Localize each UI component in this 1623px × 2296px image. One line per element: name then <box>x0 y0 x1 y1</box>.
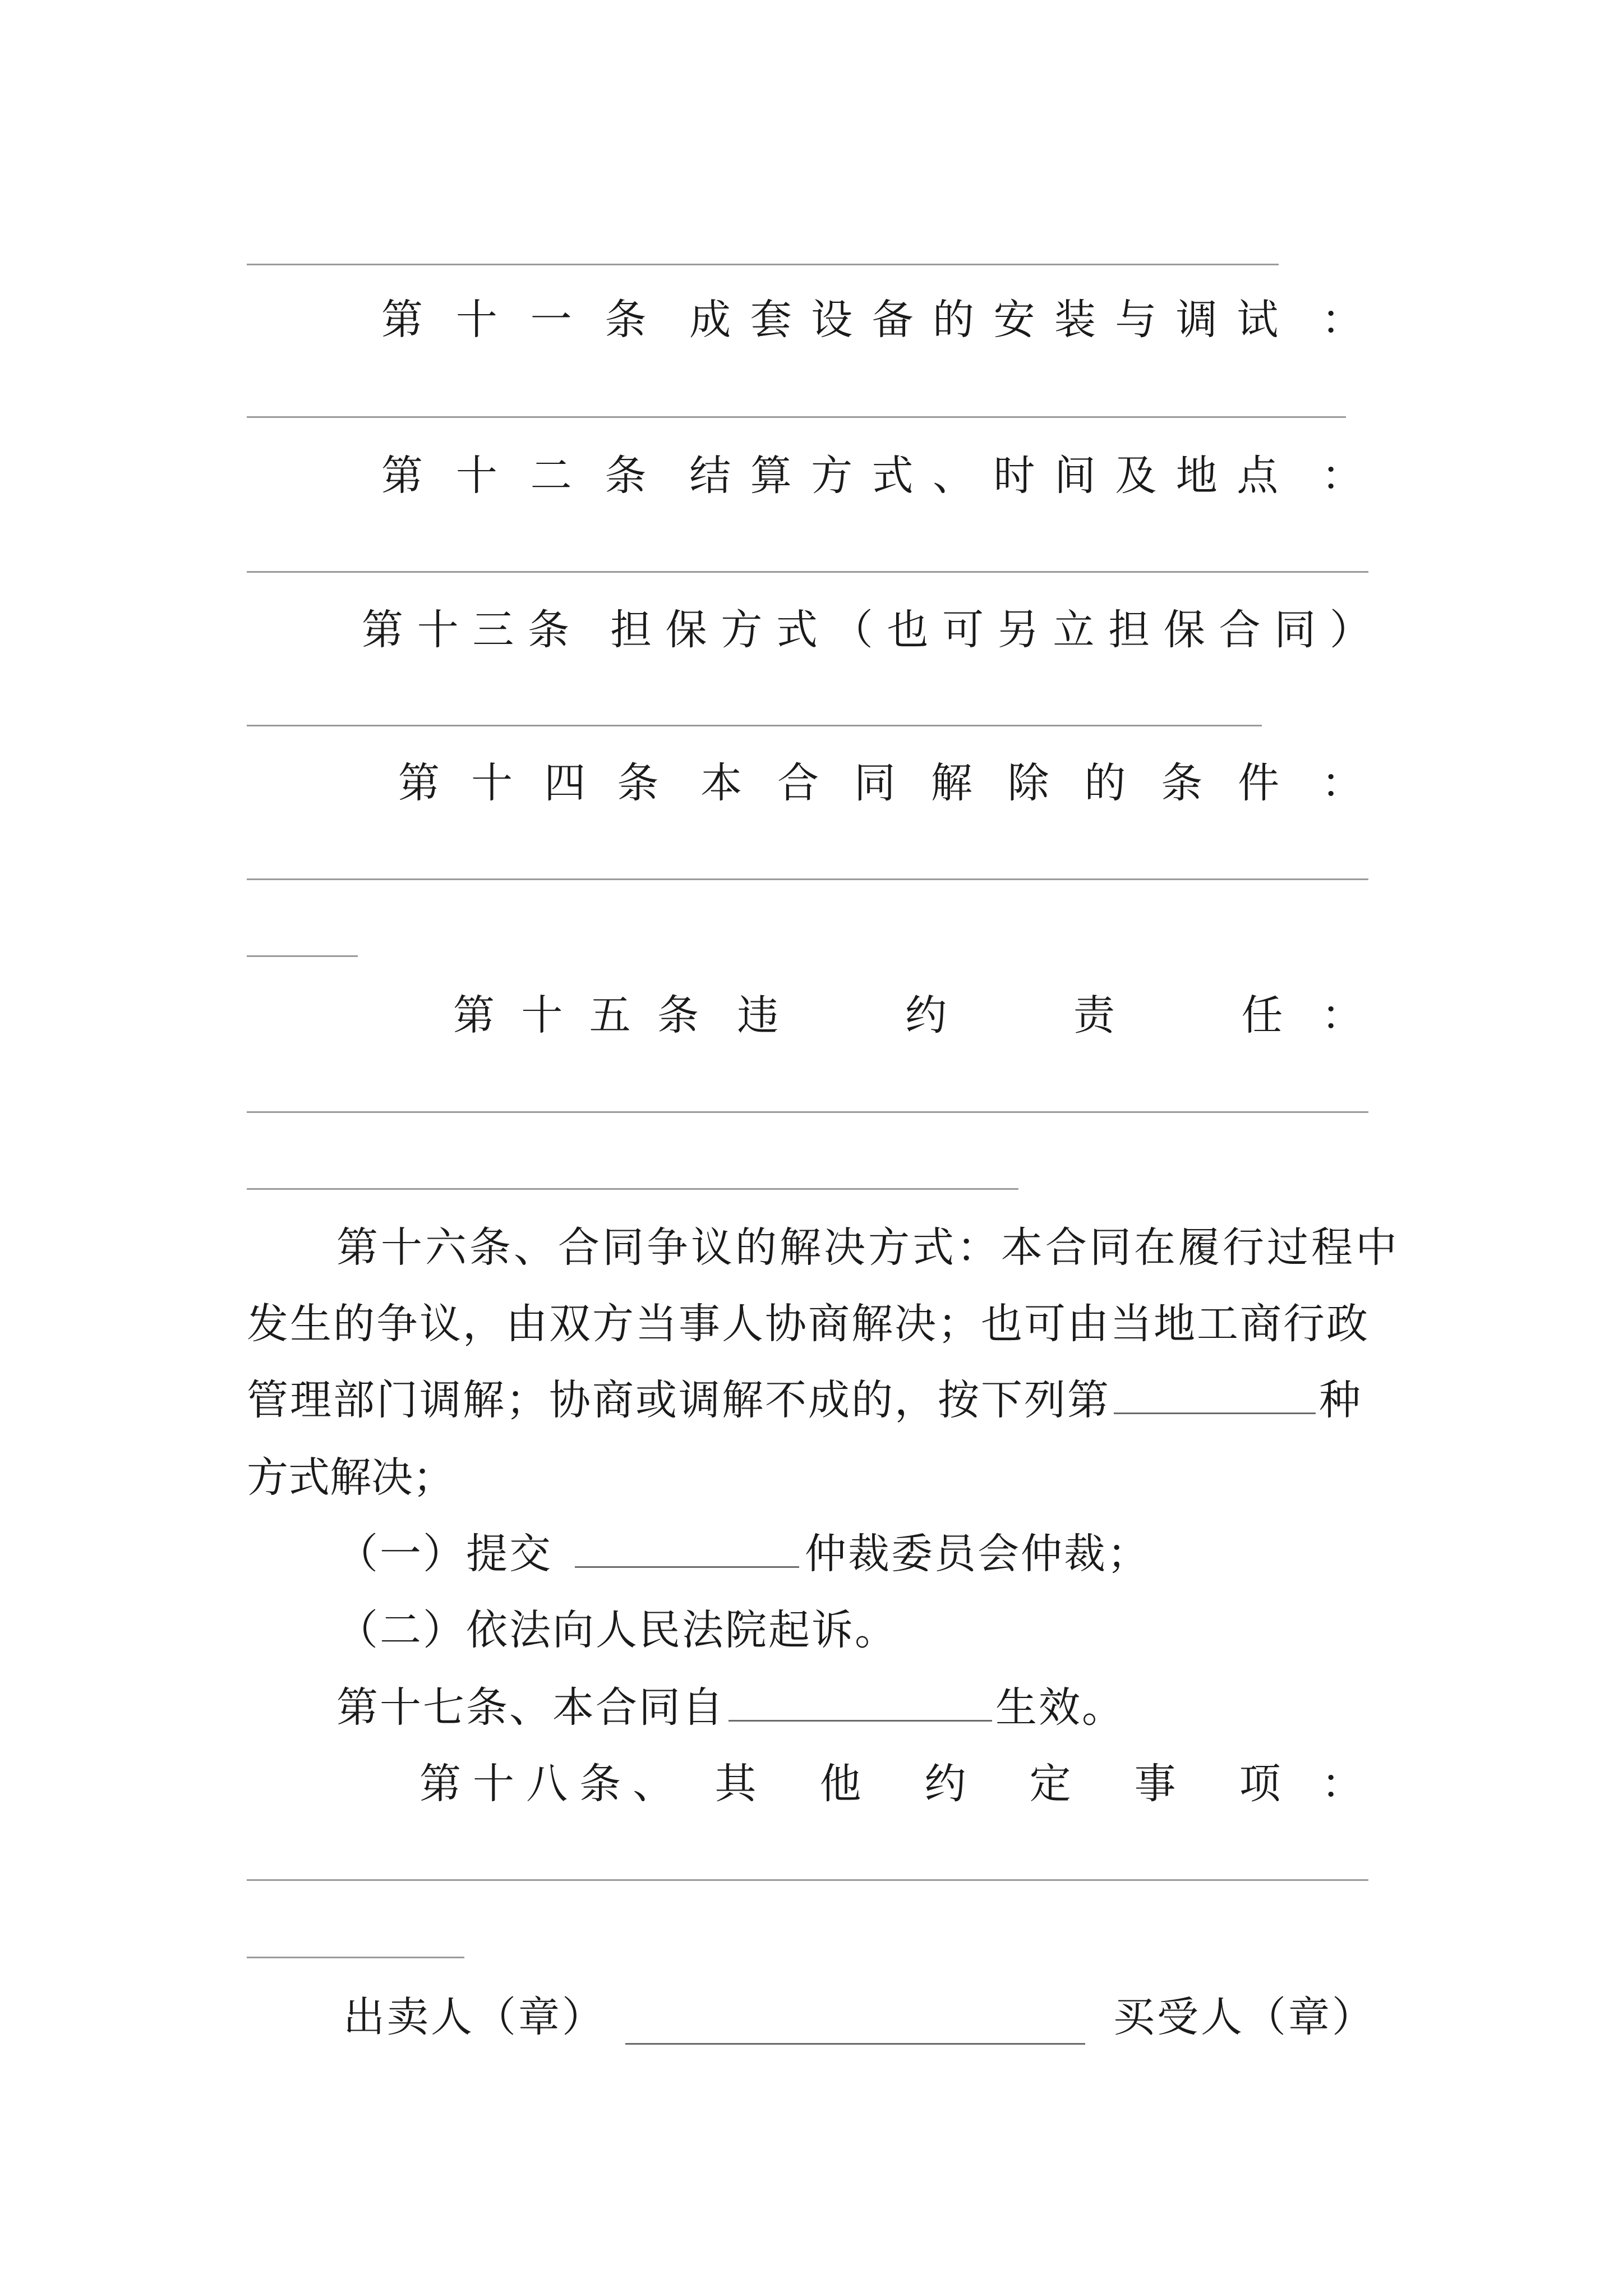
article-14-colon: ： <box>1321 759 1363 807</box>
seller-seal-label: 出卖人（章） <box>343 1993 606 2041</box>
article-15-colon: ： <box>1321 991 1363 1039</box>
article-15-heading <box>453 988 1363 1042</box>
article-18-title: 其 他 约 定 事 项 <box>714 1760 1281 1808</box>
fill-line <box>247 416 1346 418</box>
article-14-heading <box>398 756 1363 810</box>
article-17-end: 生效。 <box>995 1683 1125 1732</box>
article-17 <box>336 1681 1125 1734</box>
article-12-colon: ： <box>1321 452 1363 500</box>
fill-line <box>247 1957 464 1958</box>
article-13-text: 第 十 三 条 担 保 方 式 （ 也 可 另 立 担 保 合 同 ） <box>362 606 1371 654</box>
article-16-line-3-end: 种 <box>1319 1376 1362 1424</box>
article-11-heading <box>381 293 1363 347</box>
fill-line <box>247 1879 1368 1881</box>
option-2: （二）依法向人民法院起诉。 <box>336 1606 898 1654</box>
article-14-number: 第 十 四 条 <box>398 759 659 807</box>
article-15-title: 违 约 责 任 <box>737 991 1283 1039</box>
article-18-colon: ： <box>1321 1760 1363 1808</box>
article-18-heading <box>419 1757 1363 1811</box>
article-12-number: 第 十 二 条 <box>381 452 647 500</box>
article-11-colon: ： <box>1321 296 1363 344</box>
effective-date-blank[interactable] <box>728 1681 992 1722</box>
article-16-line-1: 第十六条、合同争议的解决方式：本合同在履行过程中 <box>336 1223 1400 1272</box>
article-16-line-3 <box>247 1373 1385 1427</box>
seller-seal-blank[interactable] <box>625 2004 1085 2045</box>
article-13-heading <box>362 603 1371 657</box>
article-11-title: 成 套 设 备 的 安 装 与 调 试 <box>689 296 1279 344</box>
article-16-line-4: 方式解决； <box>247 1453 454 1502</box>
fill-line <box>247 1188 1018 1190</box>
article-14-title: 本 合 同 解 除 的 条 件 <box>700 759 1280 807</box>
article-16-line-3-text: 管理部门调解；协商或调解不成的，按下列第 <box>247 1376 1110 1424</box>
fill-line <box>247 264 1279 265</box>
option-1-end: 仲裁委员会仲裁； <box>805 1530 1150 1578</box>
article-12-heading <box>381 449 1363 503</box>
article-18-number: 第 十 八 条 、 <box>419 1760 675 1808</box>
method-number-blank[interactable] <box>1114 1373 1316 1414</box>
article-17-text: 第十七条、本合同自 <box>336 1683 725 1732</box>
option-1 <box>336 1527 1150 1581</box>
fill-line <box>247 955 358 957</box>
article-15-number: 第 十 五 条 <box>453 991 699 1039</box>
article-11-number: 第 十 一 条 <box>381 296 647 344</box>
option-1-text: （一）提交 <box>336 1530 552 1578</box>
article-16-line-2: 发生的争议，由双方当事人协商解决；也可由当地工商行政 <box>247 1300 1370 1348</box>
fill-line <box>247 571 1368 573</box>
buyer-seal-label: 买受人（章） <box>1113 1993 1376 2041</box>
fill-line <box>247 878 1368 880</box>
fill-line <box>247 1111 1368 1113</box>
fill-line <box>247 725 1262 726</box>
arbitration-commission-blank[interactable] <box>575 1527 799 1568</box>
article-12-title: 结 算 方 式 、 时 间 及 地 点 <box>689 452 1279 500</box>
